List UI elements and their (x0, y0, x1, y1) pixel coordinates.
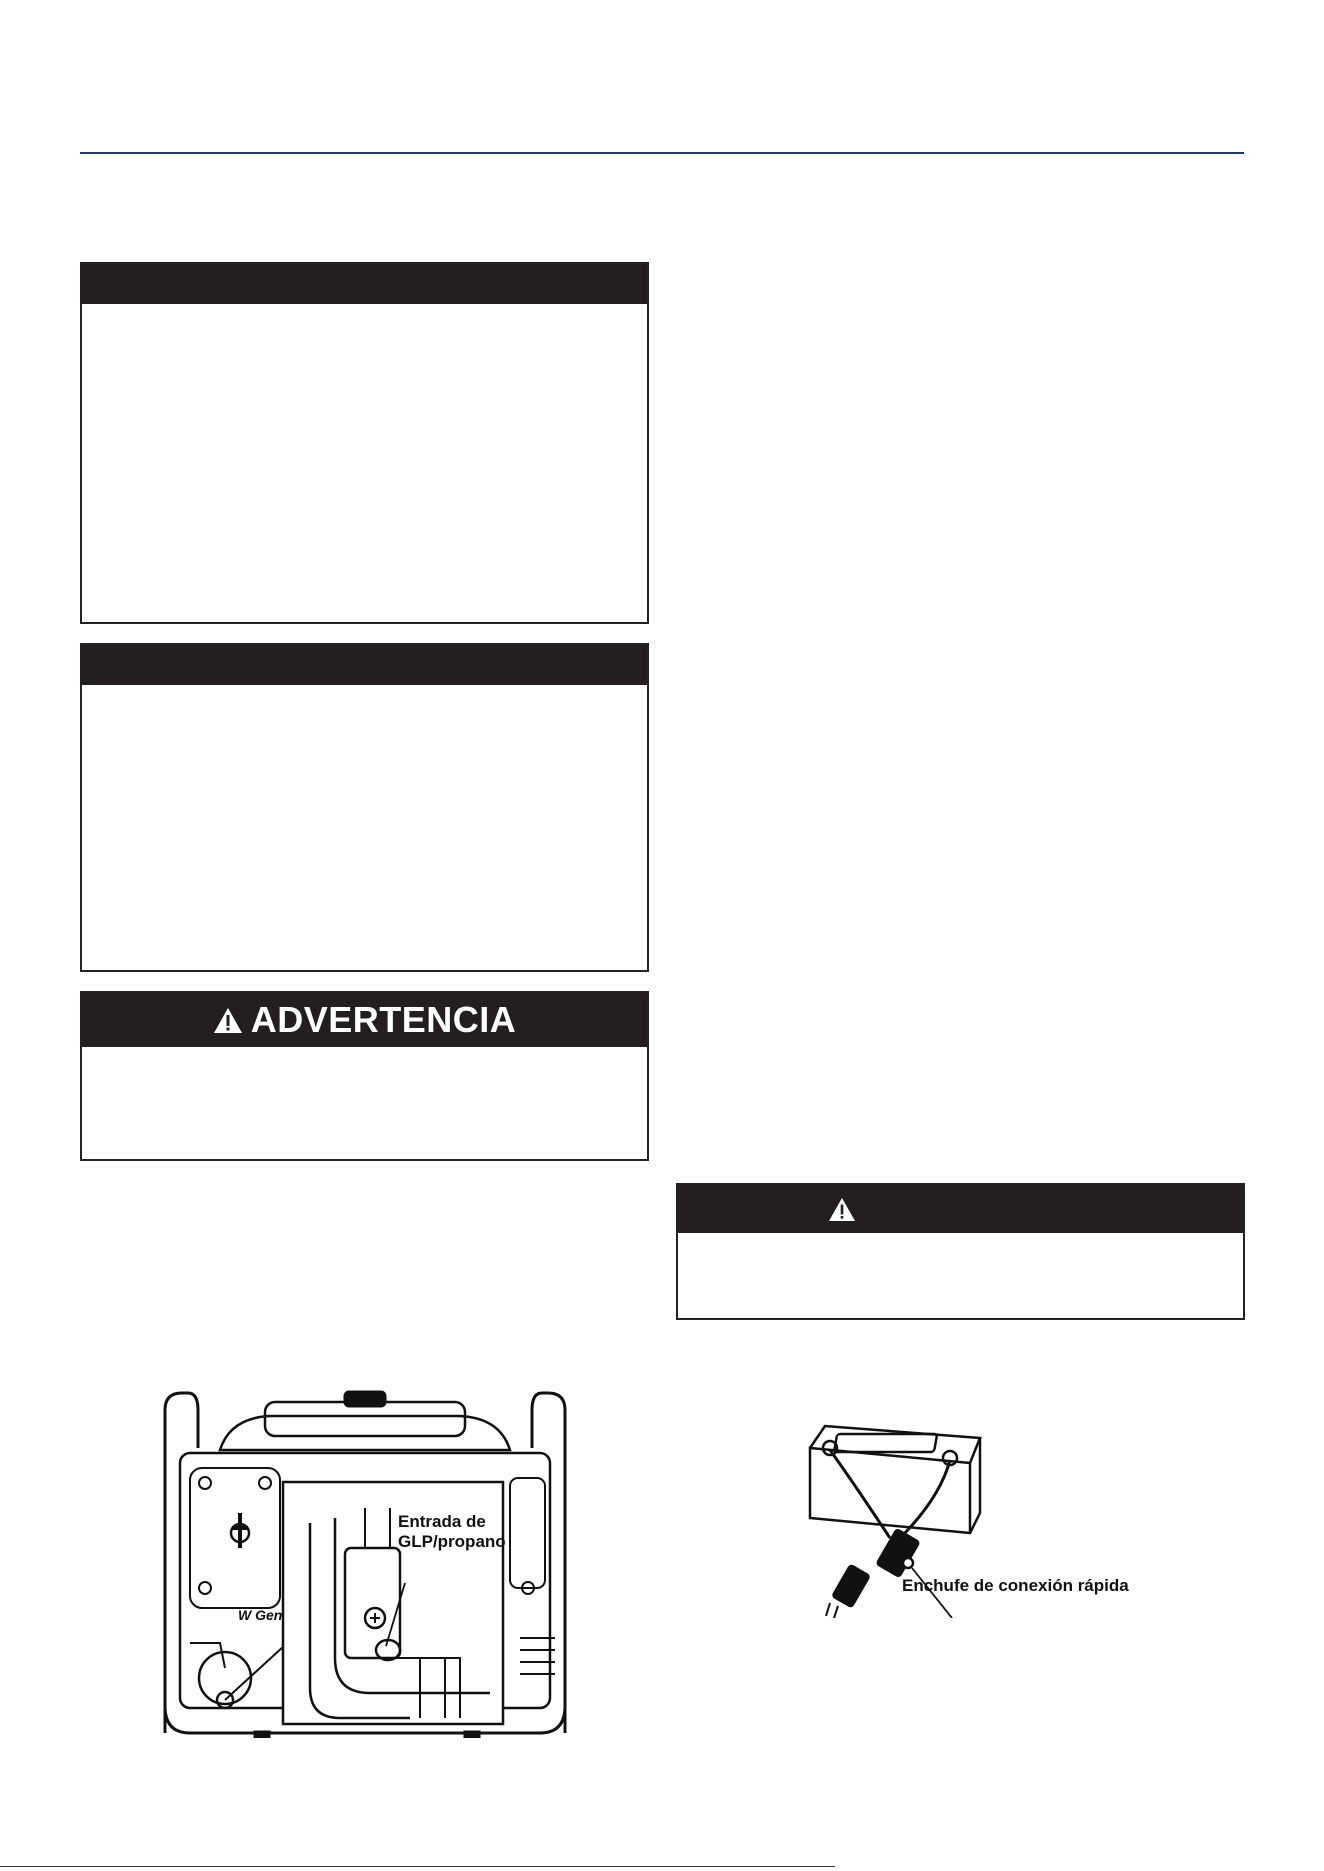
warning-title-text: ADVERTENCIA (250, 999, 517, 1040)
caution-box (676, 1183, 1245, 1320)
notice-box-2 (80, 643, 649, 972)
generator-illustration (160, 1388, 570, 1738)
warning-title (213, 999, 517, 1041)
lpg-inlet-callout-line1: Entrada de (398, 1512, 486, 1531)
notice-box-1-header (82, 264, 647, 304)
warning-triangle-icon (828, 1197, 856, 1222)
footer-rule (0, 1866, 835, 1867)
warning-box (80, 991, 649, 1161)
caution-box-header (678, 1185, 1243, 1233)
generator-figure (160, 1388, 570, 1738)
warning-box-header (82, 993, 647, 1047)
battery-figure (780, 1418, 1180, 1618)
lpg-inlet-callout-line2: GLP/propano (398, 1532, 506, 1551)
svg-text:W Gen: W Gen (238, 1607, 283, 1623)
warning-triangle-icon (213, 1007, 243, 1034)
notice-box-1 (80, 262, 649, 624)
quick-connect-callout: Enchufe de conexión rápida (902, 1576, 1129, 1595)
lpg-inlet-callout (398, 1512, 506, 1552)
notice-box-2-header (82, 645, 647, 685)
header-rule (80, 152, 1244, 154)
